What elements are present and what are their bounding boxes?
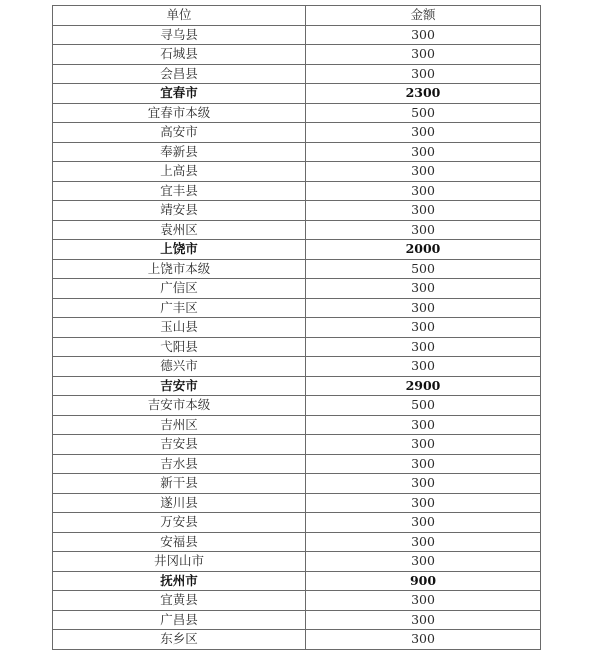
unit-cell: 吉州区 <box>53 415 306 435</box>
table-row <box>53 181 541 201</box>
amount-cell: 300 <box>306 201 541 221</box>
table-subtotal-row <box>53 84 541 104</box>
unit-cell: 广昌县 <box>53 610 306 630</box>
amount-cell: 300 <box>306 610 541 630</box>
unit-cell: 寻乌县 <box>53 25 306 45</box>
table-row <box>53 259 541 279</box>
table-header-row <box>53 6 541 26</box>
unit-cell: 遂川县 <box>53 493 306 513</box>
table-row <box>53 123 541 143</box>
amount-cell: 300 <box>306 45 541 65</box>
table-body <box>53 25 541 649</box>
table-row <box>53 45 541 65</box>
unit-cell: 新干县 <box>53 474 306 494</box>
unit-cell: 高安市 <box>53 123 306 143</box>
allocation-table-container <box>52 5 540 650</box>
unit-cell: 弋阳县 <box>53 337 306 357</box>
table-row <box>53 25 541 45</box>
unit-cell: 东乡区 <box>53 630 306 650</box>
unit-cell: 靖安县 <box>53 201 306 221</box>
amount-cell: 300 <box>306 552 541 572</box>
allocation-table <box>52 5 541 650</box>
unit-cell: 会昌县 <box>53 64 306 84</box>
table-subtotal-row <box>53 376 541 396</box>
unit-cell: 宜黄县 <box>53 591 306 611</box>
amount-cell: 2000 <box>306 240 541 260</box>
unit-cell: 广信区 <box>53 279 306 299</box>
amount-cell: 300 <box>306 279 541 299</box>
table-row <box>53 532 541 552</box>
table-row <box>53 415 541 435</box>
amount-cell: 2300 <box>306 84 541 104</box>
unit-cell: 吉水县 <box>53 454 306 474</box>
unit-cell: 宜春市 <box>53 84 306 104</box>
table-row <box>53 162 541 182</box>
amount-cell: 500 <box>306 103 541 123</box>
table-row <box>53 201 541 221</box>
unit-cell: 宜丰县 <box>53 181 306 201</box>
amount-cell: 300 <box>306 318 541 338</box>
unit-cell: 袁州区 <box>53 220 306 240</box>
amount-cell: 2900 <box>306 376 541 396</box>
unit-cell: 石城县 <box>53 45 306 65</box>
unit-cell: 吉安县 <box>53 435 306 455</box>
table-row <box>53 610 541 630</box>
amount-cell: 300 <box>306 123 541 143</box>
table-row <box>53 220 541 240</box>
unit-cell: 奉新县 <box>53 142 306 162</box>
amount-cell: 300 <box>306 142 541 162</box>
table-row <box>53 630 541 650</box>
amount-cell: 300 <box>306 181 541 201</box>
table-subtotal-row <box>53 240 541 260</box>
table-row <box>53 474 541 494</box>
amount-cell: 300 <box>306 493 541 513</box>
amount-cell: 300 <box>306 474 541 494</box>
unit-cell: 安福县 <box>53 532 306 552</box>
table-row <box>53 591 541 611</box>
header-unit: 单位 <box>53 6 306 26</box>
table-row <box>53 493 541 513</box>
amount-cell: 300 <box>306 415 541 435</box>
table-row <box>53 279 541 299</box>
table-row <box>53 552 541 572</box>
unit-cell: 上饶市本级 <box>53 259 306 279</box>
amount-cell: 300 <box>306 513 541 533</box>
table-row <box>53 142 541 162</box>
table-row <box>53 337 541 357</box>
unit-cell: 广丰区 <box>53 298 306 318</box>
amount-cell: 300 <box>306 64 541 84</box>
amount-cell: 500 <box>306 396 541 416</box>
amount-cell: 900 <box>306 571 541 591</box>
amount-cell: 500 <box>306 259 541 279</box>
unit-cell: 德兴市 <box>53 357 306 377</box>
amount-cell: 300 <box>306 591 541 611</box>
table-row <box>53 318 541 338</box>
table-row <box>53 435 541 455</box>
amount-cell: 300 <box>306 454 541 474</box>
unit-cell: 玉山县 <box>53 318 306 338</box>
table-subtotal-row <box>53 571 541 591</box>
unit-cell: 上饶市 <box>53 240 306 260</box>
unit-cell: 吉安市 <box>53 376 306 396</box>
unit-cell: 万安县 <box>53 513 306 533</box>
amount-cell: 300 <box>306 630 541 650</box>
amount-cell: 300 <box>306 532 541 552</box>
unit-cell: 上高县 <box>53 162 306 182</box>
table-row <box>53 298 541 318</box>
table-row <box>53 454 541 474</box>
amount-cell: 300 <box>306 337 541 357</box>
amount-cell: 300 <box>306 162 541 182</box>
table-row <box>53 357 541 377</box>
unit-cell: 宜春市本级 <box>53 103 306 123</box>
amount-cell: 300 <box>306 357 541 377</box>
amount-cell: 300 <box>306 298 541 318</box>
amount-cell: 300 <box>306 25 541 45</box>
unit-cell: 井冈山市 <box>53 552 306 572</box>
table-row <box>53 64 541 84</box>
header-amount: 金额 <box>306 6 541 26</box>
amount-cell: 300 <box>306 435 541 455</box>
amount-cell: 300 <box>306 220 541 240</box>
unit-cell: 抚州市 <box>53 571 306 591</box>
unit-cell: 吉安市本级 <box>53 396 306 416</box>
table-row <box>53 396 541 416</box>
table-row <box>53 103 541 123</box>
table-row <box>53 513 541 533</box>
